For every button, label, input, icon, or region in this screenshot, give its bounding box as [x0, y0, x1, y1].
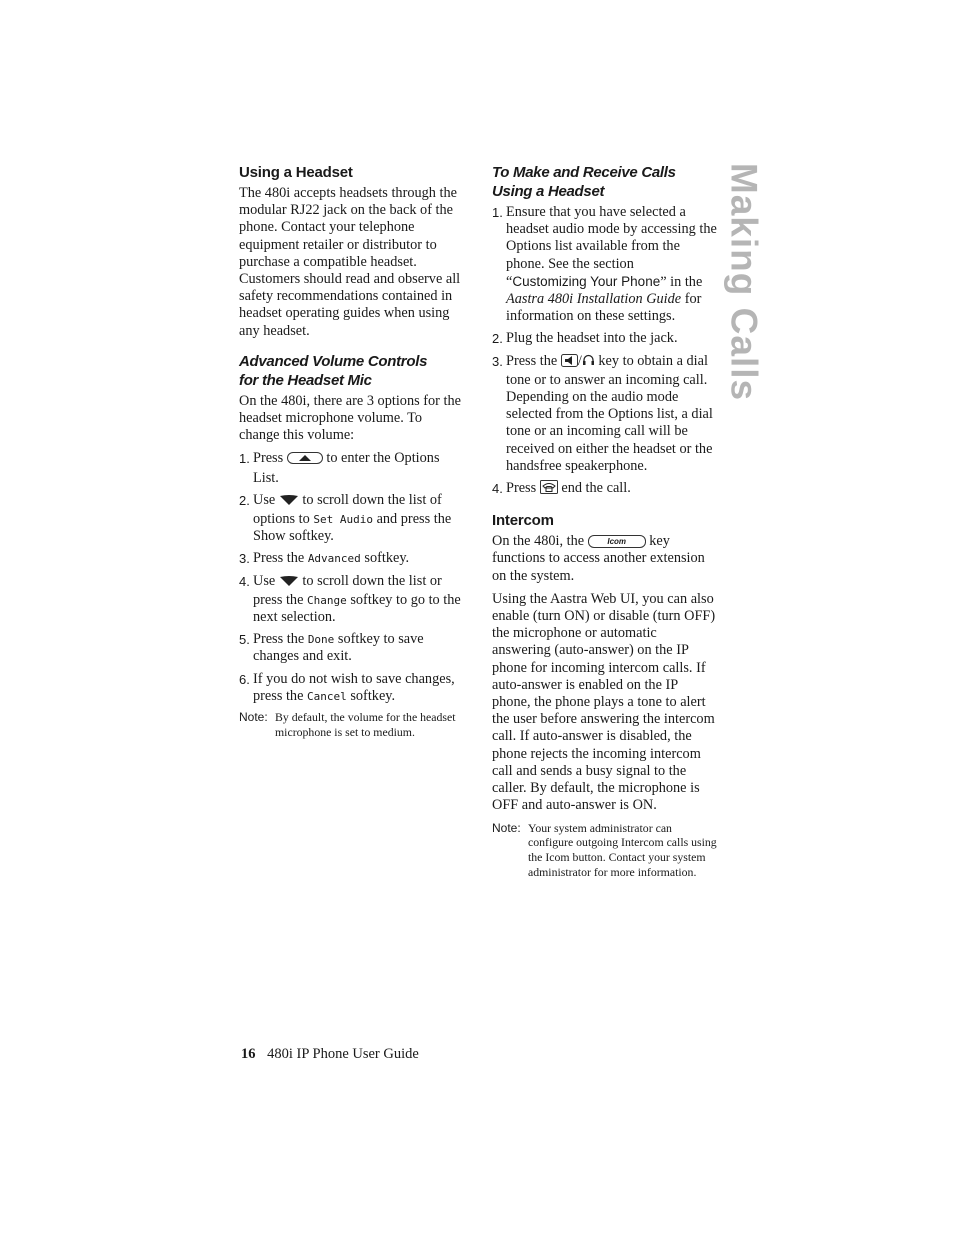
chapter-side-title: [722, 162, 766, 402]
list-item: 3. Press the / key to obtain a dial tone or to answer an incoming call. Depending on the audio mode selected from the Options list, a dial tone or an incoming call will be received on either the headset or the handsfree speakerphone.: [492, 352, 713, 474]
note-intercom: [492, 821, 718, 880]
section-heading-using-headset: Using a Headset: [239, 164, 353, 181]
headset-icon: [582, 354, 595, 372]
footer-title: 480i IP Phone User Guide: [267, 1046, 419, 1062]
list-item: 1. Ensure that you have selected a headset audio mode by accessing the Options list available from the phone. See the section “Customizing Your Phone” in the Aastra 480i Installation Guide for information on these settings.: [492, 204, 717, 325]
book-title: Aastra 480i Installation Guide: [506, 291, 682, 308]
note-label: Note:: [492, 820, 521, 835]
left-column: [239, 163, 465, 740]
section-heading-make-receive-calls: [492, 163, 718, 201]
note-label: Note:: [239, 710, 268, 725]
right-column: [492, 163, 718, 880]
list-item: 1. Press to enter the Options List.: [239, 450, 440, 486]
intercom-paragraph-2: Using the Aastra Web UI, you can also enable (turn ON) or disable (turn OFF) the microphone or automatic answering (auto-answer) on the IP phone for incoming intercom calls. If auto-answer is enabled on the IP phone, the phone plays a tone to alert the user before answering the intercom call. If auto-answer is disabled, the phone rejects the incoming intercom call and sends a busy signal to the caller. By default, the microphone is OFF and auto-answer is ON.: [492, 590, 716, 814]
section-heading-intercom: Intercom: [492, 512, 554, 530]
step-number: 6.: [239, 671, 250, 687]
step-number: 1.: [492, 205, 503, 220]
scroll-down-key-icon: [279, 494, 299, 511]
step-number: 1.: [239, 451, 250, 467]
subheading-line-2: for the Headset Mic: [239, 371, 372, 389]
subheading-line-1: Advanced Volume Controls: [239, 352, 428, 370]
options-key-icon: [287, 452, 323, 469]
step-number: 4.: [239, 573, 250, 589]
step-number: 3.: [492, 353, 503, 369]
intro-paragraph: The 480i accepts headsets through the modular RJ22 jack on the back of the phone. Contact your telephone equipment retailer or distributor to purchase a compatible headset. Customers should read and observe all safety recommendations contained in headset operating guides when using any headset.: [239, 185, 461, 339]
list-item: 4. Use to scroll down the list or press the Change softkey to go to the next selection.: [239, 572, 461, 626]
cross-reference: Customizing Your Phone: [512, 273, 661, 289]
step-number: 5.: [239, 632, 250, 648]
speaker-key-icon: [561, 354, 578, 372]
list-item: 4. Press end the call.: [492, 480, 718, 499]
note-volume: [239, 710, 465, 740]
page-footer: [241, 1046, 419, 1063]
step-number: 3.: [239, 551, 250, 567]
chapter-title-text: Making Calls: [723, 162, 765, 402]
icom-key-icon: Icom: [588, 535, 646, 548]
note-text: Your system administrator can configure outgoing Intercom calls using the Icom button. Contact your system administrator for more information.: [528, 820, 717, 879]
step-number: 2.: [239, 492, 250, 508]
list-item: 5. Press the Done softkey to save changes and exit.: [239, 631, 424, 665]
intercom-paragraph-1: On the 480i, the Icom key functions to access another extension on the system.: [492, 533, 705, 584]
note-text: By default, the volume for the headset microphone is set to medium.: [275, 710, 456, 739]
list-item: 2. Use to scroll down the list of options to Set Audio and press the Show softkey.: [239, 491, 452, 545]
goodbye-phone-icon: [540, 480, 558, 499]
step-number: 4.: [492, 481, 503, 497]
list-item: 3. Press the Advanced softkey.: [239, 550, 410, 567]
heading-line-2: Using a Headset: [492, 183, 605, 200]
volume-steps-list: [239, 450, 465, 705]
scroll-down-key-icon: [279, 575, 299, 592]
heading-line-1: To Make and Receive Calls: [492, 164, 676, 181]
step-number: 2.: [492, 331, 503, 347]
call-steps-list: [492, 204, 718, 499]
page-number: 16: [241, 1046, 256, 1062]
list-item: 2. Plug the headset into the jack.: [492, 330, 678, 347]
subheading-advanced-volume: [239, 352, 465, 390]
list-item: 6. If you do not wish to save changes, press the Cancel softkey.: [239, 670, 455, 704]
sub-intro-paragraph: On the 480i, there are 3 options for the headset microphone volume. To change this volume:: [239, 392, 461, 444]
